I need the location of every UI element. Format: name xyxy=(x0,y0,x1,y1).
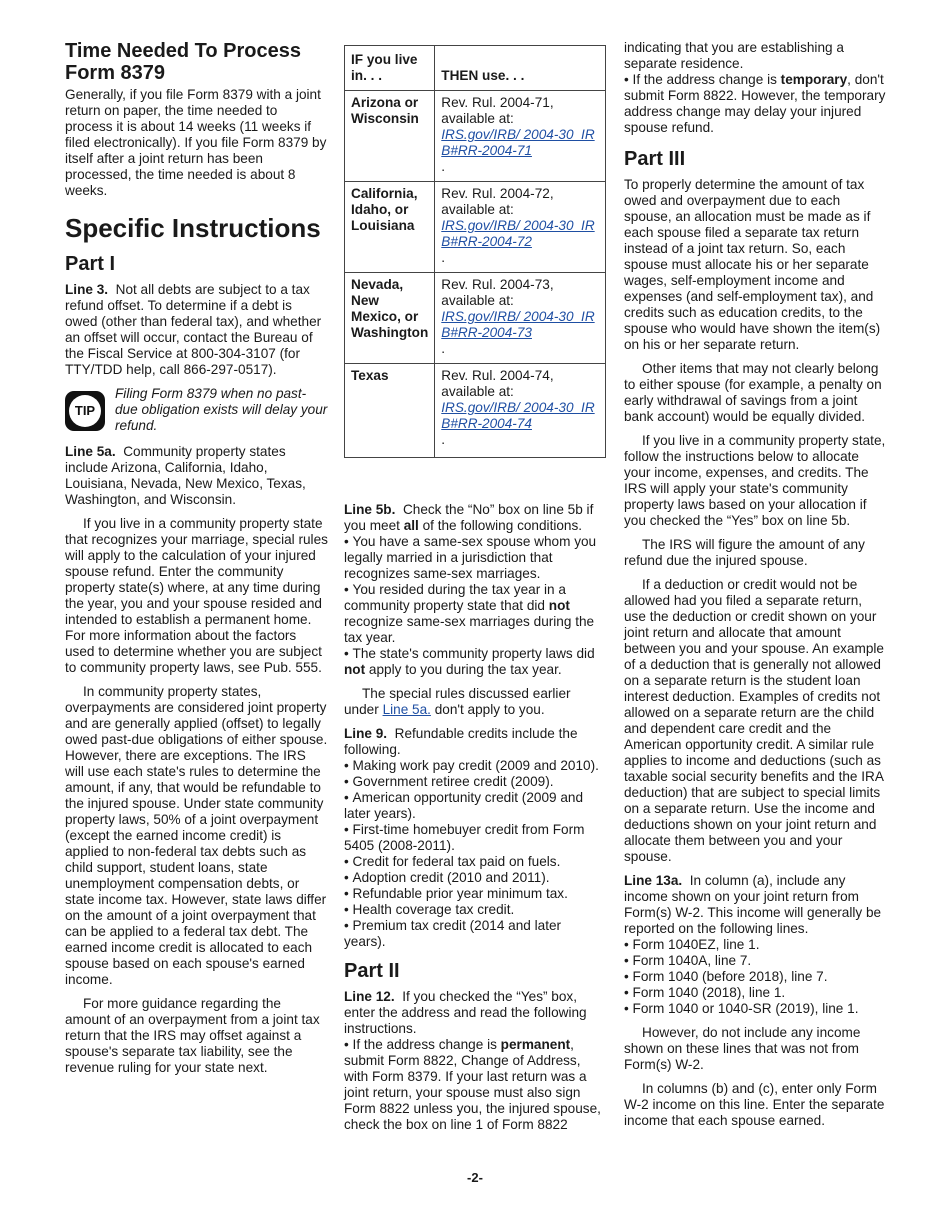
state-cell: Texas xyxy=(345,364,435,458)
ruling-link[interactable]: IRS.gov/IRB/ 2004-30_IRB#RR-2004-71 xyxy=(441,127,595,158)
table-row xyxy=(345,182,606,273)
temporary-address-list xyxy=(624,72,886,136)
table-row xyxy=(345,364,606,458)
refundable-credits-list xyxy=(344,758,606,950)
list-item: • Making work pay credit (2009 and 2010). xyxy=(344,758,606,774)
specific-instructions-heading: Specific Instructions xyxy=(65,213,321,243)
line-12-paragraph: Line 12. If you checked the “Yes” box, enter the address and read the following instructions. xyxy=(344,989,587,1036)
list-item: • First-time homebuyer credit from Form 5405 (2008-2011). xyxy=(344,822,606,854)
page-number: -2- xyxy=(467,1170,483,1185)
list-item: • You resided during the tax year in a community property state that did not recognize same-sex marriages during the tax year. xyxy=(344,582,606,646)
columns-paragraph: In columns (b) and (c), enter only Form W-2 income on this line. Enter the separate income that each spouse earned. xyxy=(624,1081,885,1128)
guidance-paragraph: For more guidance regarding the amount of an overpayment from a joint tax return that the IRS may offset against a spouse's separate tax liability, see the revenue ruling for your state next. xyxy=(65,996,320,1075)
list-item: • Form 1040 (2018), line 1. xyxy=(624,985,886,1001)
ruling-link[interactable]: IRS.gov/IRB/ 2004-30_IRB#RR-2004-72 xyxy=(441,218,595,249)
table-header-row xyxy=(345,46,606,91)
state-cell: Arizona or Wisconsin xyxy=(345,91,435,182)
address-change-list xyxy=(344,1037,606,1133)
column-1 xyxy=(65,40,328,1084)
line-13a-paragraph: Line 13a. In column (a), include any income shown on your joint return from Form(s) W-2. This income will generally be reported on the following lines. xyxy=(624,873,882,936)
list-item: • If the address change is permanent, submit Form 8822, Change of Address, with Form 8379. If your last return was a joint return, your spouse must also sign Form 8822 unless you, the injured spouse, check the box on line 1 of Form 8822 xyxy=(344,1037,606,1133)
header-then: THEN use. . . xyxy=(435,46,606,91)
list-item: • Health coverage tax credit. xyxy=(344,902,606,918)
line-5b-paragraph: Line 5b. Check the “No” box on line 5b if you meet all of the following conditions. xyxy=(344,502,594,533)
special-rules-paragraph: The special rules discussed earlier under Line 5a. don't apply to you. xyxy=(344,686,571,717)
line-9-paragraph: Line 9. Refundable credits include the following. xyxy=(344,726,578,757)
list-item: • Form 1040EZ, line 1. xyxy=(624,937,886,953)
list-item: • American opportunity credit (2009 and later years). xyxy=(344,790,606,822)
time-needed-paragraph: Generally, if you file Form 8379 with a joint return on paper, the time needed to process it is about 14 weeks (11 weeks if filed electronically). If you file Form 8379 by itself after a joint return has been processed, the time needed is about 8 weeks. xyxy=(65,87,327,198)
line-5a-paragraph: Line 5a. Community property states include Arizona, California, Idaho, Louisiana, Nevada, New Mexico, Texas, Washington, and Wisconsin. xyxy=(65,444,306,507)
community-property-paragraph: If you live in a community property state that recognizes your marriage, special rules will apply to the calculation of your injured spouse refund. Enter the community property state(s) where, at any time during the year, you and your spouse resided and intended to establish a permanent home. For more information about the factors used to determine whether you are subject to community property laws, see Pub. 555. xyxy=(65,516,328,675)
tip-box xyxy=(65,386,328,434)
allocation-paragraph: To properly determine the amount of tax owed and overpayment due to each spouse, an allocation must be made as if each spouse filed a separate tax return instead of a joint tax return. So, each spouse must allocate his or her separate wages, self-employment income and expenses (and self-employment tax), and credits such as education credits, to the spouse who would have shown the item(s) on his or her separate return. xyxy=(624,177,881,352)
part-3-heading: Part III xyxy=(624,148,686,170)
header-if: IF you live in. . . xyxy=(345,46,435,91)
continued-text: indicating that you are establishing a separate residence. xyxy=(624,40,844,71)
list-item: • The state's community property laws did not apply to you during the tax year. xyxy=(344,646,606,678)
list-item: • Form 1040A, line 7. xyxy=(624,953,886,969)
state-cell: Nevada, New Mexico, or Washington xyxy=(345,273,435,364)
part-2-heading: Part II xyxy=(344,960,400,982)
time-needed-heading: Time Needed To Process Form 8379 xyxy=(65,40,302,84)
list-item: • Adoption credit (2010 and 2011). xyxy=(344,870,606,886)
list-item: • Form 1040 or 1040-SR (2019), line 1. xyxy=(624,1001,886,1017)
community-state-paragraph: If you live in a community property state, follow the instructions below to allocate your income, expenses, and credits. The IRS will apply your state's community property laws based on your allocation if you checked the “Yes” box on line 5b. xyxy=(624,433,886,528)
column-3 xyxy=(624,40,886,1137)
however-paragraph: However, do not include any income shown on these lines that was not from Form(s) W-2. xyxy=(624,1025,861,1072)
overpayments-paragraph: In community property states, overpayments are considered joint property and are generally applied (offset) to legally owed past-due obligations of either spouse. However, there are exceptions. The IRS will use each state's rules to determine the amount, if any, that would be refundable to the injured spouse. Under state community property laws, 50% of a joint overpayment (except the earned income credit) is applied to non-federal tax debts such as child support, student loans, state unemployment compensation debts, or state income tax. However, state laws differ on the amount of a joint overpayment that can be applied to a federal tax debt. The earned income credit is allocated to each spouse based on each spouse's earned income. xyxy=(65,684,328,987)
list-item: • Form 1040 (before 2018), line 7. xyxy=(624,969,886,985)
deduction-paragraph: If a deduction or credit would not be allowed had you filed a separate return, use the deduction or credit shown on your joint return and allocate that amount between you and your spouse. An example of a deduction that is generally not allowed on a separate return is the student loan interest deduction. Examples of credits not allowed on a separate return are the child and dependent care credit and the American opportunity credit. A similar rule applies to income and deductions (such as taxable social security benefits and the IRA deduction) that are subject to special limits on a separate return. Use the income and deductions shown on your joint return and allocate them between you and your spouse. xyxy=(624,577,884,864)
ruling-cell: Rev. Rul. 2004-74, available at: IRS.gov/IRB/ 2004-30_IRB#RR-2004-74 . xyxy=(435,364,606,458)
list-item: • Premium tax credit (2014 and later years). xyxy=(344,918,606,950)
ruling-cell: Rev. Rul. 2004-71, available at: IRS.gov/IRB/ 2004-30_IRB#RR-2004-71 . xyxy=(435,91,606,182)
ruling-link[interactable]: IRS.gov/IRB/ 2004-30_IRB#RR-2004-73 xyxy=(441,309,595,340)
line-5b-conditions xyxy=(344,534,606,678)
list-item: • You have a same-sex spouse whom you legally married in a jurisdiction that recognizes same-sex marriages. xyxy=(344,534,606,582)
tip-icon: TIP xyxy=(65,391,105,431)
other-items-paragraph: Other items that may not clearly belong to either spouse (for example, a penalty on early withdrawal of savings from a joint bank account) would be equally divided. xyxy=(624,361,882,424)
ruling-cell: Rev. Rul. 2004-73, available at: IRS.gov/IRB/ 2004-30_IRB#RR-2004-73 . xyxy=(435,273,606,364)
part-1-heading: Part I xyxy=(65,253,116,275)
table-row xyxy=(345,273,606,364)
ruling-link[interactable]: IRS.gov/IRB/ 2004-30_IRB#RR-2004-74 xyxy=(441,400,595,431)
state-cell: California, Idaho, or Louisiana xyxy=(345,182,435,273)
column-2 xyxy=(344,45,606,1141)
table-row xyxy=(345,91,606,182)
list-item: • Refundable prior year minimum tax. xyxy=(344,886,606,902)
list-item: • If the address change is temporary, don't submit Form 8822. However, the temporary address change may delay your injured spouse refund. xyxy=(624,72,886,136)
list-item: • Government retiree credit (2009). xyxy=(344,774,606,790)
line-3-paragraph: Line 3. Not all debts are subject to a tax refund offset. To determine if a debt is owed (other than federal tax), and whether an offset will occur, contact the Bureau of the Fiscal Service at 800-304-3107 (for TTY/TDD help, call 866-297-0517). xyxy=(65,282,322,377)
revenue-ruling-table xyxy=(344,45,606,458)
list-item: • Credit for federal tax paid on fuels. xyxy=(344,854,606,870)
form-lines-list xyxy=(624,937,886,1017)
tip-text: Filing Form 8379 when no past-due obligation exists will delay your refund. xyxy=(115,386,328,433)
line-5a-link[interactable]: Line 5a. xyxy=(382,702,431,717)
irs-figure-paragraph: The IRS will figure the amount of any refund due the injured spouse. xyxy=(624,537,865,568)
ruling-cell: Rev. Rul. 2004-72, available at: IRS.gov/IRB/ 2004-30_IRB#RR-2004-72 . xyxy=(435,182,606,273)
